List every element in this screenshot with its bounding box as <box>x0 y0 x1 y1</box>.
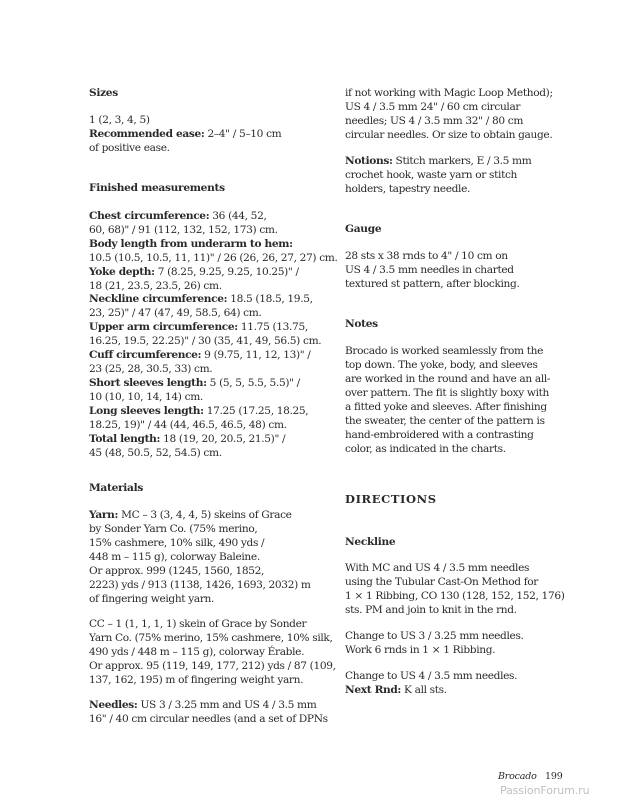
neckline-p1-line: sts. PM and join to knit in the rnd. <box>345 604 517 616</box>
cc-text-line: CC – 1 (1, 1, 1, 1) skein of Grace by Sonder <box>89 618 307 630</box>
neckline-p2-line: Change to US 3 / 3.25 mm needles. <box>345 630 524 642</box>
notions-text-line: holders, tapestry needle. <box>345 183 471 195</box>
chest-value: 36 (44, 52, <box>209 210 267 222</box>
short-label: Short sleeves length: <box>89 377 207 389</box>
gauge-line: textured st pattern, after blocking. <box>345 278 520 290</box>
needles-right-line: if not working with Magic Loop Method); <box>345 87 553 99</box>
sizes-heading: Sizes <box>89 87 118 99</box>
notes-heading: Notes <box>345 318 378 330</box>
yarn-label: Yarn: <box>89 509 119 521</box>
watermark: PassionForum.ru <box>500 784 590 797</box>
notes-line: are worked in the round and have an all- <box>345 373 551 385</box>
sizes-list: 1 (2, 3, 4, 5) <box>89 114 150 126</box>
notes-line: over pattern. The fit is slightly boxy with <box>345 387 550 399</box>
upper-line <box>89 320 308 334</box>
page-number: 199 <box>545 771 563 782</box>
neck-cont: 23, 25)" / 47 (47, 49, 58.5, 64) cm. <box>89 307 262 319</box>
yoke-cont: 18 (21, 23.5, 23.5, 26) cm. <box>89 280 222 292</box>
needles-right-line: US 4 / 3.5 mm 24" / 60 cm circular <box>345 101 521 113</box>
chest-line <box>89 209 266 223</box>
needles-cont: 16" / 40 cm circular needles (and a set of DPNs <box>89 713 328 725</box>
upper-value: 11.75 (13.75, <box>237 321 308 333</box>
yarn-text-line: 2223) yds / 913 (1138, 1426, 1693, 2032) m <box>89 579 311 591</box>
notes-line: top down. The yoke, body, and sleeves <box>345 359 538 371</box>
yarn-text-line: 15% cashmere, 10% silk, 490 yds / <box>89 537 265 549</box>
cuff-line <box>89 348 311 362</box>
neckline-p1-line: using the Tubular Cast-On Method for <box>345 576 539 588</box>
long-cont: 18.25, 19)" / 44 (44, 46.5, 46.5, 48) cm. <box>89 419 287 431</box>
chest-cont: 60, 68)" / 91 (112, 132, 152, 173) cm. <box>89 224 278 236</box>
body-cont: 10.5 (10.5, 10.5, 11, 11)" / 26 (26, 26, 27, 27) cm. <box>89 252 338 264</box>
yarn-value: MC – 3 (3, 4, 4, 5) skeins of Grace <box>118 509 292 521</box>
neckline-heading: Neckline <box>345 536 396 548</box>
needles-line <box>89 698 316 712</box>
materials-heading: Materials <box>89 482 143 494</box>
notes-line: hand-embroidered with a contrasting <box>345 429 534 441</box>
yarn-line <box>89 508 292 522</box>
directions-heading: DIRECTIONS <box>345 492 437 506</box>
yoke-line <box>89 265 299 279</box>
yarn-text-line: of fingering weight yarn. <box>89 593 215 605</box>
cuff-cont: 23 (25, 28, 30.5, 33) cm. <box>89 363 213 375</box>
long-line <box>89 404 308 418</box>
recommended-ease <box>89 127 281 141</box>
needles-right-line: circular needles. Or size to obtain gauge. <box>345 129 553 141</box>
needles-value: US 3 / 3.25 mm and US 4 / 3.5 mm <box>137 699 317 711</box>
gauge-line: 28 sts x 38 rnds to 4" / 10 cm on <box>345 250 508 262</box>
needles-right-line: needles; US 4 / 3.5 mm 32" / 80 cm <box>345 115 524 127</box>
notions-label: Notions: <box>345 155 393 167</box>
yoke-label: Yoke depth: <box>89 266 155 278</box>
notions-value: Stitch markers, E / 3.5 mm <box>392 155 532 167</box>
long-value: 17.25 (17.25, 18.25, <box>203 405 309 417</box>
yoke-value: 7 (8.25, 9.25, 9.25, 10.25)" / <box>154 266 299 278</box>
cc-text-line: 490 yds / 448 m – 115 g), colorway Érable. <box>89 646 305 658</box>
neckline-p1-line: 1 × 1 Ribbing, CO 130 (128, 152, 152, 176) <box>345 590 565 602</box>
needles-label: Needles: <box>89 699 138 711</box>
ease-value: 2–4" / 5–10 cm <box>204 128 282 140</box>
total-label: Total length: <box>89 433 161 445</box>
neckline-p2-line: Work 6 rnds in 1 × 1 Ribbing. <box>345 644 496 656</box>
body-line <box>89 237 293 251</box>
next-rnd-line <box>345 683 447 697</box>
chest-label: Chest circumference: <box>89 210 210 222</box>
footer-pattern-title: Brocado <box>498 771 537 782</box>
short-line <box>89 376 300 390</box>
neckline-p3: Change to US 4 / 3.5 mm needles. <box>345 670 518 682</box>
ease-label: Recommended ease: <box>89 128 205 140</box>
cc-text-line: 137, 162, 195) m of fingering weight yarn. <box>89 674 304 686</box>
cuff-label: Cuff circumference: <box>89 349 202 361</box>
yarn-text-line: 448 m – 115 g), colorway Baleine. <box>89 551 260 563</box>
yarn-text-line: Or approx. 999 (1245, 1560, 1852, <box>89 565 265 577</box>
notes-line: the sweater, the center of the pattern is <box>345 415 545 427</box>
notes-line: a fitted yoke and sleeves. After finishing <box>345 401 547 413</box>
cc-text-line: Or approx. 95 (119, 149, 177, 212) yds / 87 (109, <box>89 660 336 672</box>
upper-cont: 16.25, 19.5, 22.25)" / 30 (35, 41, 49, 56.5) cm. <box>89 335 322 347</box>
ease-cont: of positive ease. <box>89 142 170 154</box>
long-label: Long sleeves length: <box>89 405 204 417</box>
notes-line: Brocado is worked seamlessly from the <box>345 345 544 357</box>
cc-text-line: Yarn Co. (75% merino, 15% cashmere, 10% silk, <box>89 632 333 644</box>
short-cont: 10 (10, 10, 14, 14) cm. <box>89 391 203 403</box>
cuff-value: 9 (9.75, 11, 12, 13)" / <box>201 349 311 361</box>
finished-heading: Finished measurements <box>89 182 225 194</box>
notes-line: color, as indicated in the charts. <box>345 443 506 455</box>
short-value: 5 (5, 5, 5.5, 5.5)" / <box>206 377 300 389</box>
notions-text-line: crochet hook, waste yarn or stitch <box>345 169 518 181</box>
next-rnd-label: Next Rnd: <box>345 684 401 696</box>
upper-label: Upper arm circumference: <box>89 321 238 333</box>
gauge-line: US 4 / 3.5 mm needles in charted <box>345 264 514 276</box>
yarn-text-line: by Sonder Yarn Co. (75% merino, <box>89 523 258 535</box>
total-value: 18 (19, 20, 20.5, 21.5)" / <box>160 433 286 445</box>
notions-line <box>345 154 531 168</box>
neckline-p1-line: With MC and US 4 / 3.5 mm needles <box>345 562 530 574</box>
neck-value: 18.5 (18.5, 19.5, <box>227 293 313 305</box>
body-label: Body length from underarm to hem: <box>89 238 293 250</box>
total-line <box>89 432 285 446</box>
neck-line <box>89 292 313 306</box>
neck-label: Neckline circumference: <box>89 293 228 305</box>
gauge-heading: Gauge <box>345 223 382 235</box>
next-rnd-value: K all sts. <box>401 684 447 696</box>
total-cont: 45 (48, 50.5, 52, 54.5) cm. <box>89 447 222 459</box>
